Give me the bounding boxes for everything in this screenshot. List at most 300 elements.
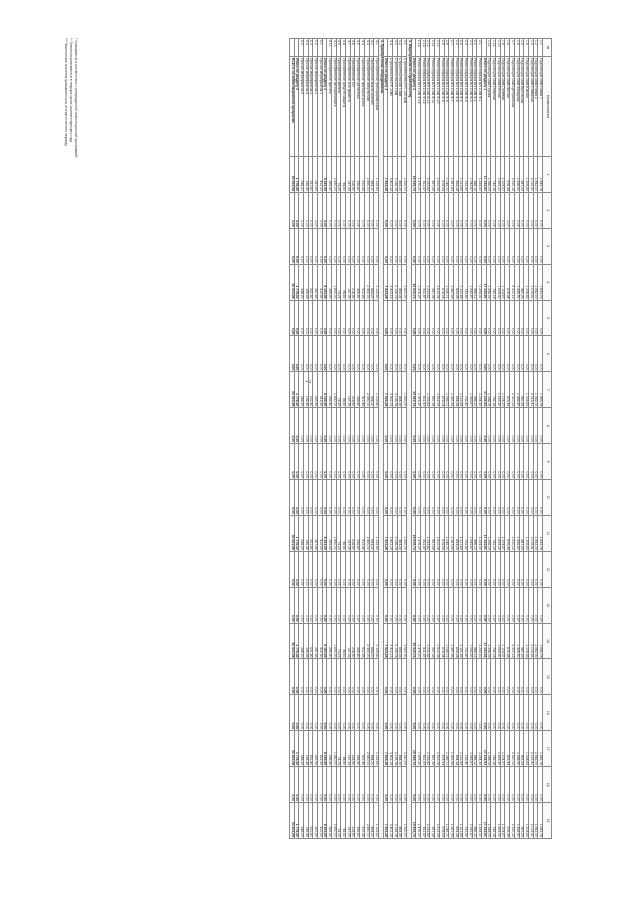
cell-value: 957,39 bbox=[430, 515, 435, 551]
cell-value: 98,60 bbox=[341, 803, 346, 839]
cell-value: 742,16 bbox=[491, 623, 496, 659]
cell-value: 0,00 bbox=[303, 767, 308, 803]
row-number: 4.2 bbox=[369, 39, 374, 57]
cell-value: 0,00 bbox=[496, 587, 501, 623]
cell-value: 0,00 bbox=[416, 228, 421, 264]
row-number bbox=[322, 39, 327, 57]
cell-value: 0,00 bbox=[416, 551, 421, 587]
cell-value: 0,00 bbox=[318, 659, 323, 695]
cell-value: 0,00 bbox=[350, 228, 355, 264]
cell-value: 957,39 bbox=[430, 731, 435, 767]
cell-value: 0,00 bbox=[303, 587, 308, 623]
cell-value: 0,00 bbox=[355, 228, 360, 264]
cell-value: 0,00 bbox=[458, 695, 463, 731]
row-name: Реконструкция ВЛ 10кВ Ф-14 bbox=[416, 57, 421, 157]
cell-value: 2 450,00 bbox=[364, 372, 369, 408]
cell-value: 1 208,63 bbox=[524, 372, 529, 408]
cell-value: 0,00 bbox=[435, 336, 440, 372]
cell-value: 0,00 bbox=[350, 192, 355, 228]
cell-value: 0,00 bbox=[402, 659, 407, 695]
cell-value: 0,00 bbox=[439, 587, 444, 623]
cell-value: 0,00 bbox=[350, 480, 355, 516]
cell-value: 0,00 bbox=[453, 659, 458, 695]
cell-value: 0,00 bbox=[383, 480, 388, 516]
cell-value: 811,47 bbox=[421, 731, 426, 767]
cell-value: 287,65 bbox=[313, 264, 318, 300]
cell-value: 0,00 bbox=[510, 767, 515, 803]
row-name: Приобретение оргтехники bbox=[355, 57, 360, 157]
cell-value: 987,25 bbox=[519, 515, 524, 551]
cell-value: 0,00 bbox=[416, 480, 421, 516]
cell-value: 0,00 bbox=[289, 659, 294, 695]
cell-value: 1 436,90 bbox=[514, 803, 519, 839]
cell-value: 678,54 bbox=[439, 803, 444, 839]
cell-value: 742,16 bbox=[491, 515, 496, 551]
cell-value: 0,00 bbox=[336, 300, 341, 336]
cell-value: 0,00 bbox=[327, 659, 332, 695]
cell-value: 1 045,71 bbox=[444, 623, 449, 659]
cell-value: 0,00 bbox=[346, 228, 351, 264]
cell-value: 0,00 bbox=[538, 767, 543, 803]
cell-value: 0,00 bbox=[308, 767, 313, 803]
cell-value: 2 450,00 bbox=[364, 803, 369, 839]
cell-value: 986,12 bbox=[472, 803, 477, 839]
row-number: 4.4 bbox=[360, 39, 365, 57]
cell-value: 1 776,40 bbox=[294, 623, 299, 659]
cell-value: 196,45 bbox=[303, 372, 308, 408]
cell-value: 0,00 bbox=[364, 767, 369, 803]
cell-value: 0,00 bbox=[369, 300, 374, 336]
cell-value: 0,00 bbox=[538, 480, 543, 516]
cell-value: 0,00 bbox=[463, 767, 468, 803]
cell-value: 0,00 bbox=[327, 480, 332, 516]
cell-value: 0,00 bbox=[468, 300, 473, 336]
cell-value: 74,25 bbox=[336, 623, 341, 659]
cell-value: 0,00 bbox=[500, 336, 505, 372]
cell-value: 0,00 bbox=[388, 767, 393, 803]
cell-value: 1 830,00 bbox=[332, 264, 337, 300]
cell-value: 987,25 bbox=[519, 157, 524, 193]
footnote: *** Фактические значения указываются по итогам отчетного периода bbox=[64, 38, 68, 147]
cell-value: 0,00 bbox=[524, 408, 529, 444]
cell-value: 0,00 bbox=[425, 408, 430, 444]
cell-value: 0,00 bbox=[303, 444, 308, 480]
table-row bbox=[463, 39, 468, 839]
row-name: Строительство ВЛ 0,4кВ bbox=[397, 57, 402, 157]
cell-value: 0,00 bbox=[374, 192, 379, 228]
table-row bbox=[439, 39, 444, 839]
table-row bbox=[303, 39, 308, 839]
cell-value: 0,00 bbox=[514, 444, 519, 480]
cell-value: 0,00 bbox=[388, 587, 393, 623]
cell-value: 0,00 bbox=[416, 695, 421, 731]
cell-value: 0,00 bbox=[533, 587, 538, 623]
cell-value: 1 543,87 bbox=[468, 264, 473, 300]
cell-value: 0,00 bbox=[322, 408, 327, 444]
cell-value: 0,00 bbox=[430, 192, 435, 228]
cell-value: 0,00 bbox=[299, 228, 304, 264]
cell-value: 0,00 bbox=[444, 408, 449, 444]
cell-value: 0,00 bbox=[313, 767, 318, 803]
row-name: Подстанция 35кВ Северная bbox=[528, 57, 533, 157]
cell-value: 0,00 bbox=[519, 695, 524, 731]
table-row bbox=[332, 39, 337, 839]
cell-value: 0,00 bbox=[439, 300, 444, 336]
column-header: 7 bbox=[543, 372, 552, 408]
cell-value: 0,00 bbox=[332, 480, 337, 516]
cell-value: 1 812,06 bbox=[435, 372, 440, 408]
cell-value: 0,00 bbox=[472, 659, 477, 695]
cell-value: 0,00 bbox=[468, 659, 473, 695]
cell-value: 0,00 bbox=[486, 300, 491, 336]
cell-value: 0,00 bbox=[500, 408, 505, 444]
cell-value: 0,00 bbox=[533, 551, 538, 587]
cell-value: 1 254,30 bbox=[477, 157, 482, 193]
cell-value: 0,00 bbox=[294, 300, 299, 336]
cell-value: 0,00 bbox=[402, 336, 407, 372]
cell-value: 0,00 bbox=[439, 551, 444, 587]
cell-value: 0,00 bbox=[510, 192, 515, 228]
cell-value: 412,30 bbox=[318, 515, 323, 551]
cell-value: 0,00 bbox=[388, 480, 393, 516]
row-number: 4.9 bbox=[336, 39, 341, 57]
cell-value: 0,00 bbox=[393, 767, 398, 803]
cell-value: 50 923,58 bbox=[289, 157, 294, 193]
cell-value: 0,00 bbox=[463, 228, 468, 264]
cell-value: 0,00 bbox=[336, 767, 341, 803]
cell-value: 0,00 bbox=[289, 228, 294, 264]
cell-value: 0,00 bbox=[322, 228, 327, 264]
cell-value: 1 398,05 bbox=[486, 731, 491, 767]
cell-value: 0,00 bbox=[416, 408, 421, 444]
cell-value: 0,00 bbox=[449, 300, 454, 336]
cell-value: 1 776,40 bbox=[294, 803, 299, 839]
row-name: Реконструкция ВЛ 10кВ Ф-13 bbox=[421, 57, 426, 157]
cell-value: 2 136,78 bbox=[393, 372, 398, 408]
cell-value: 0,00 bbox=[533, 659, 538, 695]
cell-value: 0,00 bbox=[322, 336, 327, 372]
cell-value: 1 543,87 bbox=[468, 623, 473, 659]
cell-value: 2 136,78 bbox=[393, 623, 398, 659]
cell-value: 0,00 bbox=[538, 587, 543, 623]
cell-value: 0,00 bbox=[468, 480, 473, 516]
cell-value: 1 045,71 bbox=[444, 803, 449, 839]
cell-value: 0,00 bbox=[294, 695, 299, 731]
cell-value: 0,00 bbox=[533, 408, 538, 444]
cell-value: 0,00 bbox=[341, 336, 346, 372]
cell-value: 0,00 bbox=[496, 659, 501, 695]
cell-value: 0,00 bbox=[397, 659, 402, 695]
cell-value: 2 015,41 bbox=[528, 157, 533, 193]
table-row bbox=[449, 39, 454, 839]
cell-value: 0,00 bbox=[468, 587, 473, 623]
cell-value: 1 543,87 bbox=[468, 803, 473, 839]
cell-value: 0,00 bbox=[482, 444, 487, 480]
table-row bbox=[313, 39, 318, 839]
cell-value: 0,00 bbox=[341, 695, 346, 731]
cell-value: 0,00 bbox=[425, 767, 430, 803]
cell-value: 0,00 bbox=[308, 300, 313, 336]
cell-value: 811,47 bbox=[421, 264, 426, 300]
cell-value: 0,00 bbox=[519, 300, 524, 336]
table-row bbox=[453, 39, 458, 839]
cell-value: 0,00 bbox=[421, 300, 426, 336]
cell-value: 265,40 bbox=[327, 515, 332, 551]
cell-value: 7 923,28 bbox=[383, 372, 388, 408]
cell-value: 98,60 bbox=[341, 623, 346, 659]
cell-value: 0,00 bbox=[303, 480, 308, 516]
row-number: 5.3 bbox=[308, 39, 313, 57]
cell-value: 732,40 bbox=[463, 731, 468, 767]
cell-value: 0,00 bbox=[421, 767, 426, 803]
cell-value: 0,00 bbox=[458, 408, 463, 444]
cell-value: 0,00 bbox=[435, 695, 440, 731]
cell-value: 147,35 bbox=[346, 731, 351, 767]
row-number: 5.4 bbox=[303, 39, 308, 57]
cell-value: 894,28 bbox=[453, 264, 458, 300]
cell-value: 0,00 bbox=[435, 192, 440, 228]
cell-value: 0,00 bbox=[435, 300, 440, 336]
row-number: 2.3 bbox=[468, 39, 473, 57]
row-number: 1.2 bbox=[533, 39, 538, 57]
cell-value: 0,00 bbox=[458, 444, 463, 480]
cell-value: 1 104,57 bbox=[500, 264, 505, 300]
cell-value: 1 812,06 bbox=[435, 515, 440, 551]
cell-value: 0,00 bbox=[388, 228, 393, 264]
cell-value: 0,00 bbox=[514, 228, 519, 264]
row-number: 3.2 bbox=[397, 39, 402, 57]
cell-value: 0,00 bbox=[463, 192, 468, 228]
cell-value: 0,00 bbox=[453, 587, 458, 623]
cell-value: 74,25 bbox=[336, 515, 341, 551]
cell-value: 0,00 bbox=[369, 695, 374, 731]
cell-value: 0,00 bbox=[453, 408, 458, 444]
cell-value: 287,65 bbox=[313, 515, 318, 551]
cell-value: 531,80 bbox=[308, 623, 313, 659]
column-header: Наименование bbox=[543, 57, 552, 157]
cell-value: 0,00 bbox=[524, 192, 529, 228]
cell-value: 0,00 bbox=[308, 695, 313, 731]
cell-value: 876,44 bbox=[505, 623, 510, 659]
cell-value: 412,30 bbox=[318, 731, 323, 767]
cell-value: 3 402,15 bbox=[388, 803, 393, 839]
row-number: 2.7 bbox=[449, 39, 454, 57]
row-number: 1.10 bbox=[496, 39, 501, 57]
cell-value: 0,00 bbox=[472, 228, 477, 264]
cell-value: 0,00 bbox=[482, 767, 487, 803]
cell-value: 0,00 bbox=[505, 659, 510, 695]
cell-value: 0,00 bbox=[421, 551, 426, 587]
cell-value: 0,00 bbox=[435, 480, 440, 516]
row-name: Подстанция 35кВ Западная bbox=[514, 57, 519, 157]
cell-value: 2 015,41 bbox=[528, 623, 533, 659]
table-row bbox=[486, 39, 491, 839]
cell-value: 0,00 bbox=[538, 695, 543, 731]
cell-value: 0,00 bbox=[289, 767, 294, 803]
cell-value: 0,00 bbox=[425, 695, 430, 731]
cell-value: 1 843,78 bbox=[538, 731, 543, 767]
cell-value: 3 402,15 bbox=[388, 157, 393, 193]
cell-value: 50 923,58 bbox=[289, 264, 294, 300]
cell-value: 2 310,12 bbox=[510, 264, 515, 300]
cell-value: 1 520,00 bbox=[402, 731, 407, 767]
cell-value: 986,12 bbox=[472, 623, 477, 659]
cell-value: 0,00 bbox=[346, 192, 351, 228]
cell-value: 1 125,60 bbox=[374, 264, 379, 300]
cell-value: 0,00 bbox=[514, 336, 519, 372]
table-row bbox=[360, 39, 365, 839]
cell-value: 1 476,20 bbox=[416, 157, 421, 193]
cell-value: 1 233,82 bbox=[425, 372, 430, 408]
cell-value: 0,00 bbox=[430, 408, 435, 444]
cell-value: 0,00 bbox=[369, 587, 374, 623]
cell-value: 0,00 bbox=[369, 408, 374, 444]
cell-value: 0,00 bbox=[369, 336, 374, 372]
cell-value: 864,35 bbox=[397, 803, 402, 839]
cell-value: 0,00 bbox=[421, 444, 426, 480]
cell-value: 0,00 bbox=[341, 408, 346, 444]
table-row bbox=[519, 39, 524, 839]
cell-value: 957,39 bbox=[430, 803, 435, 839]
cell-value: 0,00 bbox=[538, 408, 543, 444]
cell-value: 1 812,06 bbox=[435, 731, 440, 767]
cell-value: 1 436,90 bbox=[514, 372, 519, 408]
cell-value: 1 104,57 bbox=[500, 731, 505, 767]
cell-value: 0,00 bbox=[444, 336, 449, 372]
cell-value: 0,00 bbox=[500, 192, 505, 228]
cell-value: 987,25 bbox=[519, 803, 524, 839]
cell-value: 0,00 bbox=[332, 659, 337, 695]
row-name: Подстанция 35кВ Лесная bbox=[505, 57, 510, 157]
cell-value: 1 659,30 bbox=[496, 803, 501, 839]
cell-value: 0,00 bbox=[336, 695, 341, 731]
cell-value: 894,28 bbox=[453, 731, 458, 767]
row-name: Приобретение средств защиты bbox=[341, 57, 346, 157]
cell-value: 1 520,00 bbox=[402, 803, 407, 839]
cell-value: 0,00 bbox=[374, 228, 379, 264]
cell-value: 0,00 bbox=[463, 480, 468, 516]
cell-value: 0,00 bbox=[421, 659, 426, 695]
cell-value: 2 136,78 bbox=[393, 803, 398, 839]
cell-value: 0,00 bbox=[425, 551, 430, 587]
cell-value: 0,00 bbox=[444, 444, 449, 480]
cell-value: 287,65 bbox=[313, 623, 318, 659]
cell-value: 1 543,87 bbox=[468, 372, 473, 408]
cell-value: 1 776,40 bbox=[294, 264, 299, 300]
cell-value: 876,44 bbox=[505, 515, 510, 551]
cell-value: 742,16 bbox=[491, 372, 496, 408]
column-header: 4 bbox=[543, 264, 552, 300]
cell-value: 0,00 bbox=[486, 228, 491, 264]
cell-value: 1 125,60 bbox=[374, 515, 379, 551]
table-row bbox=[425, 39, 430, 839]
cell-value: 0,00 bbox=[364, 695, 369, 731]
row-number: 1.4 bbox=[524, 39, 529, 57]
row-name: Приобретение спецтехники bbox=[364, 57, 369, 157]
cell-value: 957,39 bbox=[430, 623, 435, 659]
cell-value: 0,00 bbox=[374, 480, 379, 516]
cell-value: 8 163,55 bbox=[322, 515, 327, 551]
cell-value: 0,00 bbox=[322, 659, 327, 695]
cell-value: 0,00 bbox=[468, 336, 473, 372]
cell-value: 0,00 bbox=[505, 480, 510, 516]
cell-value: 74,25 bbox=[336, 372, 341, 408]
row-name: Подстанция 35кВ Озерная bbox=[491, 57, 496, 157]
cell-value: 811,47 bbox=[421, 623, 426, 659]
column-header: 16 bbox=[543, 695, 552, 731]
cell-value: 0,00 bbox=[364, 659, 369, 695]
cell-value: 678,54 bbox=[439, 264, 444, 300]
cell-value: 0,00 bbox=[322, 300, 327, 336]
cell-value: 0,00 bbox=[528, 659, 533, 695]
cell-value: 8 163,55 bbox=[322, 264, 327, 300]
cell-value: 0,00 bbox=[318, 444, 323, 480]
cell-value: 811,47 bbox=[421, 372, 426, 408]
cell-value: 1 045,71 bbox=[444, 157, 449, 193]
cell-value: 1 254,30 bbox=[477, 623, 482, 659]
cell-value: 0,00 bbox=[449, 551, 454, 587]
cell-value: 876,44 bbox=[505, 731, 510, 767]
cell-value: 0,00 bbox=[327, 551, 332, 587]
cell-value: 74,25 bbox=[336, 731, 341, 767]
cell-value: 412,30 bbox=[318, 264, 323, 300]
cell-value: 0,00 bbox=[538, 659, 543, 695]
row-number: 3.4 bbox=[388, 39, 393, 57]
cell-value: 0,00 bbox=[388, 444, 393, 480]
cell-value: 1 367,93 bbox=[449, 623, 454, 659]
cell-value: 0,00 bbox=[393, 300, 398, 336]
cell-value: 1 830,00 bbox=[332, 623, 337, 659]
cell-value: 1 233,82 bbox=[425, 157, 430, 193]
cell-value: 0,00 bbox=[383, 408, 388, 444]
cell-value: 1 659,30 bbox=[496, 623, 501, 659]
table-row bbox=[477, 39, 482, 839]
cell-value: 0,00 bbox=[388, 336, 393, 372]
cell-value: 1 208,63 bbox=[524, 803, 529, 839]
cell-value: 0,00 bbox=[435, 408, 440, 444]
cell-value: 0,00 bbox=[524, 300, 529, 336]
cell-value: 2 136,78 bbox=[393, 264, 398, 300]
cell-value: 0,00 bbox=[402, 480, 407, 516]
cell-value: 0,00 bbox=[458, 192, 463, 228]
cell-value: 742,16 bbox=[491, 731, 496, 767]
cell-value: 0,00 bbox=[308, 228, 313, 264]
cell-value: 0,00 bbox=[341, 480, 346, 516]
cell-value: 0,00 bbox=[416, 192, 421, 228]
cell-value: 0,00 bbox=[336, 228, 341, 264]
cell-value: 0,00 bbox=[350, 587, 355, 623]
cell-value: 0,00 bbox=[303, 659, 308, 695]
cell-value: 0,00 bbox=[308, 444, 313, 480]
cell-value: 0,00 bbox=[421, 408, 426, 444]
cell-value: 1 812,06 bbox=[435, 264, 440, 300]
cell-value: 2 450,00 bbox=[364, 515, 369, 551]
cell-value: 50 923,58 bbox=[289, 803, 294, 839]
cell-value: 0,00 bbox=[439, 336, 444, 372]
table-row bbox=[416, 39, 421, 839]
row-name: Реконструкция ВЛ 10кВ Ф-12 bbox=[425, 57, 430, 157]
cell-value: 196,45 bbox=[303, 803, 308, 839]
cell-value: 0,00 bbox=[468, 408, 473, 444]
table-header-row bbox=[543, 39, 552, 839]
cell-value: 0,00 bbox=[360, 551, 365, 587]
cell-value: 0,00 bbox=[514, 767, 519, 803]
cell-value: 0,00 bbox=[528, 480, 533, 516]
table-row bbox=[308, 39, 313, 839]
cell-value: 0,00 bbox=[364, 300, 369, 336]
cell-value: 0,00 bbox=[458, 659, 463, 695]
cell-value: 1 830,00 bbox=[332, 372, 337, 408]
